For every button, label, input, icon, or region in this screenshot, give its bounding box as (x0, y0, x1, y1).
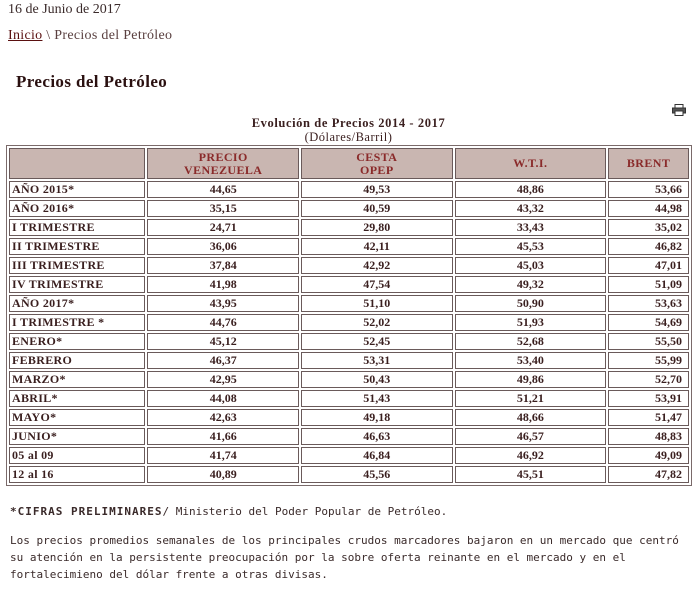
cell-opep: 47,54 (301, 276, 453, 293)
cell-brent: 49,09 (608, 447, 689, 464)
table-row (9, 447, 689, 464)
header-venezuela-line1: PRECIO (198, 149, 248, 164)
row-label: IV TRIMESTRE (9, 276, 145, 293)
row-label: AÑO 2017* (9, 295, 145, 312)
header-opep (301, 148, 453, 179)
row-label: AÑO 2016* (9, 200, 145, 217)
table-caption: Evolución de Precios 2014 - 2017 (251, 116, 446, 130)
cell-venezuela: 42,95 (147, 371, 299, 388)
row-label: ENERO* (9, 333, 145, 350)
row-label: JUNIO* (9, 428, 145, 445)
cell-opep: 51,43 (301, 390, 453, 407)
header-wti (455, 148, 607, 179)
row-label: AÑO 2015* (9, 181, 145, 198)
header-opep-line1: CESTA (356, 149, 398, 164)
row-label: II TRIMESTRE (9, 238, 145, 255)
table-row (9, 428, 689, 445)
cell-venezuela: 35,15 (147, 200, 299, 217)
table-subcaption: (Dólares/Barril) (304, 130, 393, 144)
table-row (9, 238, 689, 255)
table-row (9, 276, 689, 293)
cell-wti: 50,90 (455, 295, 607, 312)
source-text: / Ministerio del Poder Popular de Petróleo. (162, 505, 448, 518)
cell-wti: 51,93 (455, 314, 607, 331)
cell-wti: 53,40 (455, 352, 607, 369)
breadcrumb-home-link[interactable]: Inicio (8, 28, 43, 43)
table-row (9, 295, 689, 312)
cell-wti: 52,68 (455, 333, 607, 350)
cell-brent: 35,02 (608, 219, 689, 236)
table-row (9, 181, 689, 198)
breadcrumb (8, 28, 172, 44)
cell-venezuela: 45,12 (147, 333, 299, 350)
cell-brent: 47,82 (608, 466, 689, 483)
cell-brent: 51,09 (608, 276, 689, 293)
cell-brent: 55,50 (608, 333, 689, 350)
row-label: I TRIMESTRE * (9, 314, 145, 331)
cell-opep: 46,84 (301, 447, 453, 464)
cell-venezuela: 42,63 (147, 409, 299, 426)
row-label: MAYO* (9, 409, 145, 426)
cell-wti: 48,66 (455, 409, 607, 426)
cell-opep: 53,31 (301, 352, 453, 369)
cell-venezuela: 40,89 (147, 466, 299, 483)
cell-wti: 46,57 (455, 428, 607, 445)
cell-opep: 45,56 (301, 466, 453, 483)
cell-wti: 33,43 (455, 219, 607, 236)
header-brent (608, 148, 689, 179)
table-row (9, 409, 689, 426)
printer-icon[interactable] (672, 104, 686, 116)
cell-brent: 46,82 (608, 238, 689, 255)
cell-brent: 47,01 (608, 257, 689, 274)
cell-opep: 40,59 (301, 200, 453, 217)
cell-venezuela: 41,74 (147, 447, 299, 464)
table-row (9, 314, 689, 331)
table-header-row (9, 148, 689, 179)
table-row (9, 219, 689, 236)
source-note (10, 503, 690, 520)
row-label: MARZO* (9, 371, 145, 388)
page-title: Precios del Petróleo (16, 72, 168, 91)
table-row (9, 390, 689, 407)
row-label: I TRIMESTRE (9, 219, 145, 236)
cell-venezuela: 24,71 (147, 219, 299, 236)
cell-wti: 45,51 (455, 466, 607, 483)
cell-opep: 52,02 (301, 314, 453, 331)
cell-opep: 49,53 (301, 181, 453, 198)
row-label: 12 al 16 (9, 466, 145, 483)
cell-opep: 50,43 (301, 371, 453, 388)
cell-brent: 53,91 (608, 390, 689, 407)
cell-venezuela: 46,37 (147, 352, 299, 369)
table-row (9, 466, 689, 483)
cell-opep: 29,80 (301, 219, 453, 236)
cell-wti: 51,21 (455, 390, 607, 407)
cell-opep: 49,18 (301, 409, 453, 426)
breadcrumb-current: Precios del Petróleo (54, 28, 173, 43)
breadcrumb-separator: \ (46, 28, 51, 43)
cell-venezuela: 41,98 (147, 276, 299, 293)
cell-venezuela: 44,08 (147, 390, 299, 407)
cell-brent: 53,63 (608, 295, 689, 312)
header-label-column (9, 148, 145, 179)
cell-opep: 46,63 (301, 428, 453, 445)
cell-wti: 48,86 (455, 181, 607, 198)
cell-venezuela: 41,66 (147, 428, 299, 445)
row-label: ABRIL* (9, 390, 145, 407)
header-wti-line1: W.T.I. (513, 156, 548, 170)
summary-paragraph: Los precios promedios semanales de los principales crudos marcadores bajaron en un mercado que centró su atención en la persistente preocupación por la sobre oferta reinante en el mercado y en el fortalecimieno del dólar frente a otras divisas. (10, 534, 679, 581)
cell-opep: 51,10 (301, 295, 453, 312)
header-venezuela (147, 148, 299, 179)
cell-brent: 44,98 (608, 200, 689, 217)
row-label: 05 al 09 (9, 447, 145, 464)
cell-brent: 48,83 (608, 428, 689, 445)
cell-wti: 49,32 (455, 276, 607, 293)
cell-opep: 52,45 (301, 333, 453, 350)
cell-brent: 54,69 (608, 314, 689, 331)
cell-brent: 52,70 (608, 371, 689, 388)
row-label: FEBRERO (9, 352, 145, 369)
table-row (9, 200, 689, 217)
cell-venezuela: 44,65 (147, 181, 299, 198)
cell-wti: 45,03 (455, 257, 607, 274)
cell-opep: 42,92 (301, 257, 453, 274)
cell-venezuela: 36,06 (147, 238, 299, 255)
header-brent-line1: BRENT (626, 156, 671, 170)
cell-wti: 46,92 (455, 447, 607, 464)
notes (10, 503, 690, 583)
cell-wti: 43,32 (455, 200, 607, 217)
cell-opep: 42,11 (301, 238, 453, 255)
date-label: 16 de Junio de 2017 (8, 2, 121, 17)
cell-venezuela: 44,76 (147, 314, 299, 331)
header-opep-line2: OPEP (359, 162, 394, 177)
table-row (9, 371, 689, 388)
row-label: III TRIMESTRE (9, 257, 145, 274)
table-row (9, 333, 689, 350)
prices-table (6, 145, 692, 486)
header-venezuela-line2: VENEZUELA (184, 162, 263, 177)
cell-venezuela: 37,84 (147, 257, 299, 274)
cell-wti: 49,86 (455, 371, 607, 388)
cell-brent: 53,66 (608, 181, 689, 198)
cell-brent: 55,99 (608, 352, 689, 369)
table-row (9, 352, 689, 369)
cell-venezuela: 43,95 (147, 295, 299, 312)
cell-brent: 51,47 (608, 409, 689, 426)
table-row (9, 257, 689, 274)
cell-wti: 45,53 (455, 238, 607, 255)
preliminary-label: *CIFRAS PRELIMINARES (10, 505, 163, 518)
